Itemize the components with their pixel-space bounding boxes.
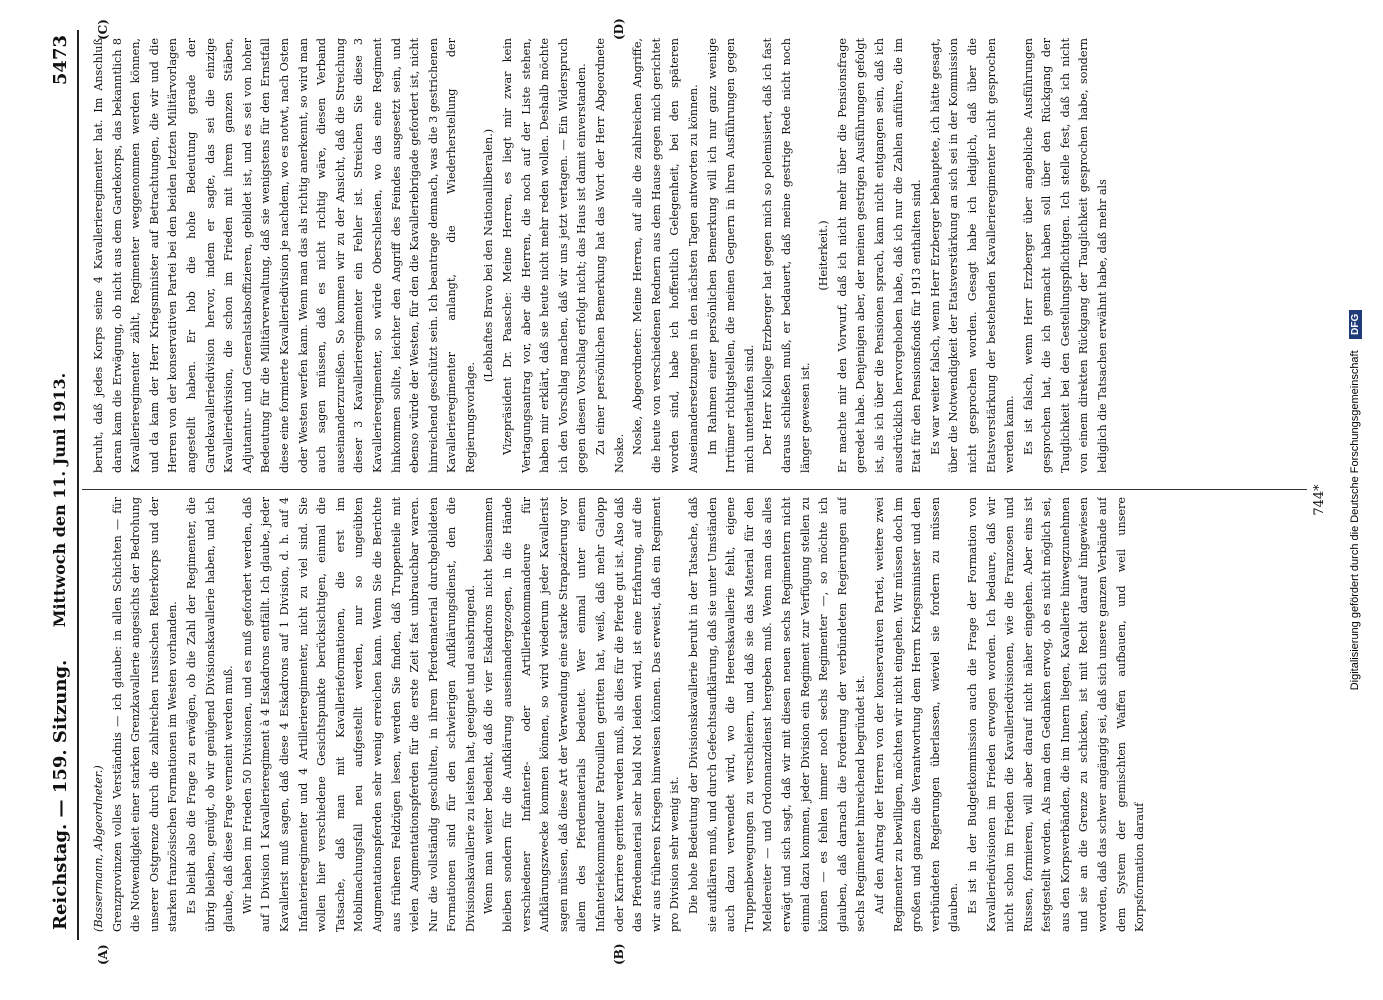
left-column-paragraph: Die hohe Bedeutung der Divisionskavallerie beruht in der Tatsache, daß sie aufklären muß, und durch Gefechtsaufklärung, daß sie unter Umständen auch dazu verwendet wird, wo die Heereskavallerie fehlt, eigene Truppenbewegungen zu verschleiern, und daß sie das Material für den Meldereiter — und Ordonnanzdienst hergeben muß. Wenn man das alles erwägt und sich sagt, daß wir mit diesen neuen sechs Regimentern nicht einmal dazu kommen, jeder Division ein Regiment zur Verfügung stellen zu können — es fehlen immer noch sechs Regimenter —, so möchte ich glauben, daß darnach die Forderung der verbündeten Regierungen auf sechs Regimenter hinreichend begründet ist. [687, 497, 868, 932]
header-rule [77, 30, 79, 940]
left-column-paragraph: Grenzprovinzen volles Verständnis — ich glaube: in allen Schichten — für die Notwendigkeit einer starken Grenzkavallerie angesichts der Bedrohung unserer Ostgrenze durch die zahlreichen russischen Reiterkorps und der starken französischen Formationen im Westen vorhanden. [110, 497, 180, 932]
dfg-logo: DFG [1349, 310, 1362, 339]
column-divider [82, 489, 1307, 490]
left-column-paragraph: Wenn man weiter bedenkt, daß die vier Eskadrons nicht beisammen bleiben sondern für die Aufklärung auseinandergezogen, in die Hände verschiedener Infanterie- oder Artilleriekommandeure für Aufklärungszwecke kommen können, so wird wiederum jeder Kavallerist sagen müssen, daß diese Art der Verwendung eine starke Strapazierung vor allem des Pferdematerials bedeutet. Wer einmal unter einem Infanteriekommandeur Patrouillen geritten hat, weiß, daß mehr Galopp oder Karriere geritten werden muß, als dies für die Pferde gut ist. Also daß das Pferdematerial sehr bald Not leiden wird, ist eine Erfahrung, auf die wir aus früheren Kriegen hinweisen können. Das erweist, daß ein Regiment pro Division sehr wenig ist. [482, 497, 682, 932]
margin-marker-d: (D) [612, 18, 626, 40]
right-column-paragraph: Vizepräsident Dr. Paasche: Meine Herren, es liegt mir zwar kein Vertagungsantrag vor, aber die Herren, die noch auf der Liste stehen, haben mir erklärt, daß sie heute nicht mehr reden wollen. Deshalb möchte ich den Vorschlag machen, daß wir uns jetzt vertagen. — Ein Widerspruch gegen diesen Vorschlag erfolgt nicht; das Haus ist damit einverstanden. [501, 38, 589, 473]
right-column-paragraph: Im Rahmen einer persönlichen Bemerkung will ich nur ganz wenige Irrtümer richtigstellen, die meinen Gegnern in ihren Ausführungen gegen mich unterlaufen sind. [705, 38, 756, 473]
margin-marker-c: (C) [96, 19, 110, 40]
right-column-paragraph: Noske, Abgeordneter: Meine Herren, auf alle die zahlreichen Angriffe, die heute von verschiedenen Rednern aus dem Hause gegen mich gerichtet worden sind, habe ich hoffentlich Gelegenheit, bei den späteren Auseinandersetzungen in den nächsten Tagen antworten zu können. [631, 38, 700, 473]
right-column-paragraph: Zu einer persönlichen Bemerkung hat das Wort der Herr Abgeordnete Noske. [594, 38, 626, 473]
margin-marker-b: (B) [612, 943, 626, 965]
left-column-paragraph: Auf den Antrag der Herren von der konservativen Partei, weitere zwei Regimenter zu bewilligen, möchten wir nicht eingehen. Wir müssen doch im großen und ganzen die Verantwortung dem Herrn Kriegsminister und den verbündeten Regierungen überlassen, wieviel sie fordern zu müssen glauben. [872, 497, 961, 932]
header-date: Mittwoch den 11. Juni 1913. [50, 372, 69, 628]
left-column-paragraph: Es ist in der Budgetkommission auch die Frage der Formation von Kavalleriedivisionen im Frieden erwogen worden. Ich bedaure, daß wir nicht schon im Frieden die Kavalleriedivisionen, wie die Franzosen und Russen, formieren, will aber darauf nicht näher eingehen. Aber eins ist festgestellt worden. Als man den Gedanken erwog, ob es nicht möglich sei, aus den Korpsverbänden, die im Innern liegen, Kavallerie hinwegzunehmen und sie an die Grenze zu schicken, ist mit Recht darauf hingewiesen worden, daß das schwer angängig sei, daß sich unsere ganzen Verbände auf dem System der gemischten Waffen aufbauen, und weil unsere Korpsformation darauf [965, 497, 1147, 932]
credit-text: Digitalisierung gefördert durch die Deutsche Forschungsgemeinschaft [1349, 350, 1361, 691]
margin-marker-a: (A) [96, 944, 110, 965]
right-column-paragraph: Es war weiter falsch, wenn Herr Erzberger behauptete, ich hätte gesagt, über die Notwendigkeit der Etatsverstärkung an sich sei in der Kommission nicht gesprochen worden. Gesagt habe ich lediglich, daß über die Etatsverstärkung der bestehenden Kavallerieregimenter nicht gesprochen werden kann. [928, 38, 1017, 473]
right-column-paragraph: beruht, daß jedes Korps seine 4 Kavallerieregimenter hat. Im Anschluß daran kam die Erwägung, ob nicht aus dem Gardekorps, das bekanntlich 8 Kavallerieregimenter zählt, Regimenter weggenommen werden können, und da kam der Herr Kriegsminister auf Betrachtungen, die wir und die Herren von der konservativen Partei bei den beiden letzten Militärvorlagen angestellt haben. Er hob die hohe Bedeutung gerade der Gardekavalleriedivision hervor, indem er sagte, das sei die einzige Kavalleriedivision, die schon im Frieden mit ihrem ganzen Stäben, Adjutantur- und Generalstabsoffizieren, gebildet ist, und es sei von hoher Bedeutung für die Militärverwaltung, daß sie wenigstens für den Ernstfall diese eine formierte Kavalleriedivision je nachdem, wo es notwt, nach Osten oder Westen werfen kann. Wenn man das als richtig anerkennt, so wird man auch sagen müssen, daß es nicht richtig wäre, diesen Verband auseinanderzureißen. So kommen wir zu der Ansicht, daß die Streichung dieser 3 Kavallerieregimenter ein Fehler ist. Streichen Sie diese 3 Kavallerieregimenter, so würde Oberschlesien, wo das eine Regiment hinkommen sollte, leichter den Angriff des Feindes ausgesetzt sein, und ebenso würde der Westen, für den die Kavalleriebrigade gefordert ist, nicht hinreichend geschützt sein. Ich beantrage demnach, was die 3 gestrichenen Kavallerieregimenter anlangt, die Wiederherstellung der Regierungsvorlage. [92, 38, 477, 473]
left-column-paragraph: (Bassermann, Abgeordneter.) [92, 765, 105, 932]
right-text-column [90, 38, 1300, 473]
page-number: 5473 [50, 35, 71, 86]
right-column-paragraph: Der Herr Kollege Erzberger hat gegen mich so polemisiert, daß ich fast daraus schließen muß, er bedauert, daß meine gestrige Rede nicht noch länger gewesen ist. [761, 38, 812, 473]
right-column-paragraph: (Heiterkeit.) [817, 220, 831, 291]
page-header [0, 0, 84, 1000]
right-column-paragraph: (Lebhaftes Bravo bei den Nationalliberalen.) [482, 128, 496, 383]
right-column-paragraph: Er machte mir den Vorwurf, daß ich nicht mehr über die Pensionsfrage geredet habe. Denjenigen aber, der meinen gestrigen Ausführungen gefolgt ist, als ich über die Pensionen sprach, kann nicht entgangen sein, daß ich ausdrücklich hervorgehoben habe, daß ich nur die Zahlen anführe, die im Etat für den Pensionsfonds für 1913 enthalten sind. [835, 38, 924, 473]
signature-mark: 744* [1312, 484, 1327, 516]
left-column-paragraph: Es bleibt also die Frage zu erwägen, ob die Zahl der Regimenter, die übrig bleiben, genügt, ob wir genügend Divisionskavallerie haben, und ich glaube, daß diese Frage verneint werden muß. [184, 497, 236, 932]
left-column-paragraph: Wir haben im Frieden 50 Divisionen, und es muß gefordert werden, daß auf 1 Division 1 Kavallerieregiment à 4 Eskadrons entfällt. Ich glaube, jeder Kavallerist muß sagen, daß diese 4 Eskadrons auf 1 Division, d. h. auf 4 Infanterieregimenter und 4 Artillerieregimenter, nicht zu viel sind. Sie wollen hier verschiedene Gesichtspunkte berücksichtigen, einmal die Tatsache, daß man mit Kavallerieformationen, die erst im Mobilmachungsfall neu aufgestellt werden, nur so ungeübten Augmentationspferden sehr wenig erreichen kann. Wenn Sie die Berichte aus früheren Feldzügen lesen, werden Sie finden, daß Truppenteile mit vielen Augmentationspferden für die erste Zeit fast unbrauchbar waren. Nur die vollständig geschulten, in ihrem Pferdematerial durchgebildeten Formationen sind für den schwierigen Aufklärungsdienst, den die Divisionskavallerie zu leisten hat, geeignet und ausbringend. [240, 497, 477, 932]
right-column-paragraph: Es ist falsch, wenn Herr Erzberger über angebliche Ausführungen gesprochen hat, die ich gemacht haben soll über den Rückgang der Tauglichkeit bei den Gestellungspflichtigen. Ich stelle fest, daß ich nicht von einem direkten Rückgang der Tauglichkeit gesprochen habe, sondern lediglich die Tatsachen erwähnt habe, daß mehr als [1021, 38, 1110, 473]
digitization-credit [1348, 0, 1362, 1000]
left-text-column [90, 497, 1300, 932]
header-left-title: Reichstag. — 159. Sitzung. [50, 659, 71, 930]
